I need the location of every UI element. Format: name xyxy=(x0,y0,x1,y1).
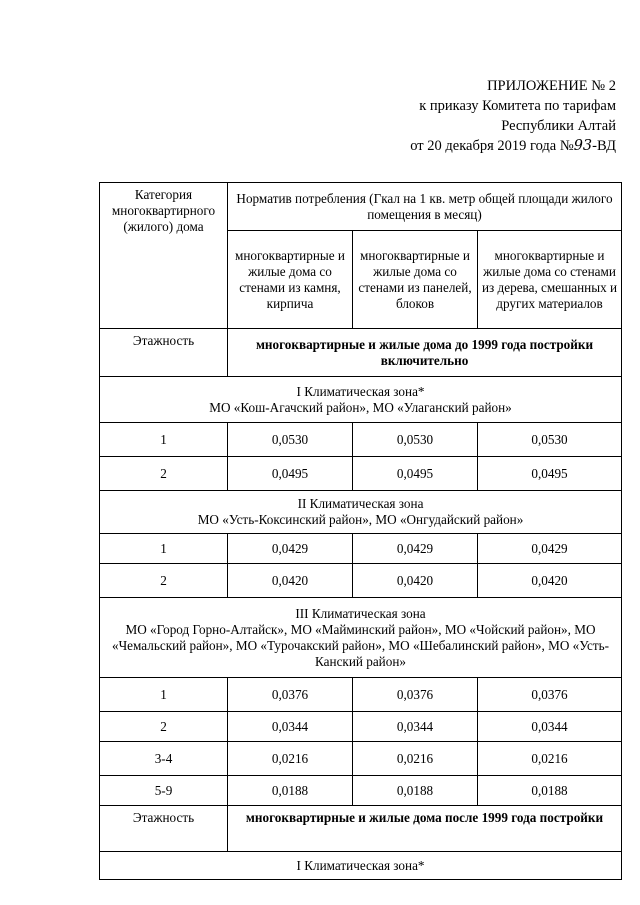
value-cell: 0,0429 xyxy=(353,534,478,564)
table-row xyxy=(100,423,622,457)
value-cell: 0,0495 xyxy=(353,457,478,491)
floors-cell: 1 xyxy=(100,678,228,712)
table-row xyxy=(100,712,622,742)
header-category: Категория многоквартирного (жилого) дома xyxy=(100,183,228,329)
zone-3-areas: МО «Город Горно-Алтайск», МО «Майминский район», МО «Чойский район», МО «Чемальский район», МО «Турочакский район», МО «Шебалинский район», МО «Усть-Канский район» xyxy=(112,621,610,669)
value-cell: 0,0429 xyxy=(478,534,622,564)
floors-cell: 5-9 xyxy=(100,776,228,806)
zone-2-row xyxy=(100,491,622,534)
value-cell: 0,0344 xyxy=(478,712,622,742)
zone-2-heading xyxy=(100,491,622,534)
republic-name: Республики Алтай xyxy=(501,118,616,134)
floors-cell: 1 xyxy=(100,534,228,564)
document-header xyxy=(286,76,616,156)
table-header-row xyxy=(100,183,622,231)
value-cell: 0,0376 xyxy=(353,678,478,712)
header-col-wood-mixed: многоквартирные и жилые дома со стенами из дерева, смешанных и других материалов xyxy=(478,231,622,329)
zone-2-title: II Климатическая зона xyxy=(297,496,424,511)
order-date: от 20 декабря 2019 года № xyxy=(410,138,574,154)
header-col-stone-brick: многоквартирные и жилые дома со стенами из камня, кирпича xyxy=(228,231,353,329)
floors-cell: 2 xyxy=(100,712,228,742)
table-row xyxy=(100,742,622,776)
value-cell: 0,0530 xyxy=(228,423,353,457)
order-suffix: -ВД xyxy=(592,138,616,154)
value-cell: 0,0530 xyxy=(353,423,478,457)
floors-cell: 2 xyxy=(100,457,228,491)
zone-1-after-title: I Климатическая зона* xyxy=(100,852,622,880)
value-cell: 0,0376 xyxy=(478,678,622,712)
value-cell: 0,0188 xyxy=(228,776,353,806)
value-cell: 0,0429 xyxy=(228,534,353,564)
value-cell: 0,0495 xyxy=(228,457,353,491)
zone-1-heading xyxy=(100,377,622,423)
section-before-1999: многоквартирные и жилые дома до 1999 года постройки включительно xyxy=(228,329,622,377)
header-col-panels-blocks: многоквартирные и жилые дома со стенами из панелей, блоков xyxy=(353,231,478,329)
handwritten-order-number: 93 xyxy=(573,138,593,154)
section-after-1999-row xyxy=(100,806,622,852)
value-cell: 0,0344 xyxy=(353,712,478,742)
table-row xyxy=(100,776,622,806)
section-after-1999: многоквартирные и жилые дома после 1999 года постройки xyxy=(228,806,622,852)
value-cell: 0,0216 xyxy=(228,742,353,776)
zone-1-areas: МО «Кош-Агачский район», МО «Улаганский район» xyxy=(209,399,512,415)
value-cell: 0,0216 xyxy=(478,742,622,776)
floors-cell: 2 xyxy=(100,564,228,598)
zone-1-after-row xyxy=(100,852,622,880)
order-reference: к приказу Комитета по тарифам xyxy=(419,98,616,114)
value-cell: 0,0216 xyxy=(353,742,478,776)
value-cell: 0,0188 xyxy=(478,776,622,806)
value-cell: 0,0376 xyxy=(228,678,353,712)
order-date-line xyxy=(286,136,616,156)
value-cell: 0,0530 xyxy=(478,423,622,457)
value-cell: 0,0420 xyxy=(353,564,478,598)
appendix-title: ПРИЛОЖЕНИЕ № 2 xyxy=(487,78,616,94)
floors-cell: 1 xyxy=(100,423,228,457)
table-row xyxy=(100,457,622,491)
zone-1-row xyxy=(100,377,622,423)
consumption-norms-table xyxy=(99,182,622,880)
value-cell: 0,0420 xyxy=(478,564,622,598)
value-cell: 0,0188 xyxy=(353,776,478,806)
table-row xyxy=(100,564,622,598)
zone-1-title: I Климатическая зона* xyxy=(296,383,425,399)
floors-label: Этажность xyxy=(100,329,228,377)
value-cell: 0,0420 xyxy=(228,564,353,598)
table-row xyxy=(100,534,622,564)
floors-cell: 3-4 xyxy=(100,742,228,776)
table-row xyxy=(100,678,622,712)
section-before-1999-row xyxy=(100,329,622,377)
floors-label: Этажность xyxy=(100,806,228,852)
value-cell: 0,0495 xyxy=(478,457,622,491)
zone-2-areas: МО «Усть-Коксинский район», МО «Онгудайский район» xyxy=(197,512,524,527)
zone-3-heading xyxy=(100,598,622,678)
value-cell: 0,0344 xyxy=(228,712,353,742)
zone-3-title: III Климатическая зона xyxy=(295,605,426,621)
zone-3-row xyxy=(100,598,622,678)
header-norm: Норматив потребления (Гкал на 1 кв. метр общей площади жилого помещения в месяц) xyxy=(228,183,622,231)
